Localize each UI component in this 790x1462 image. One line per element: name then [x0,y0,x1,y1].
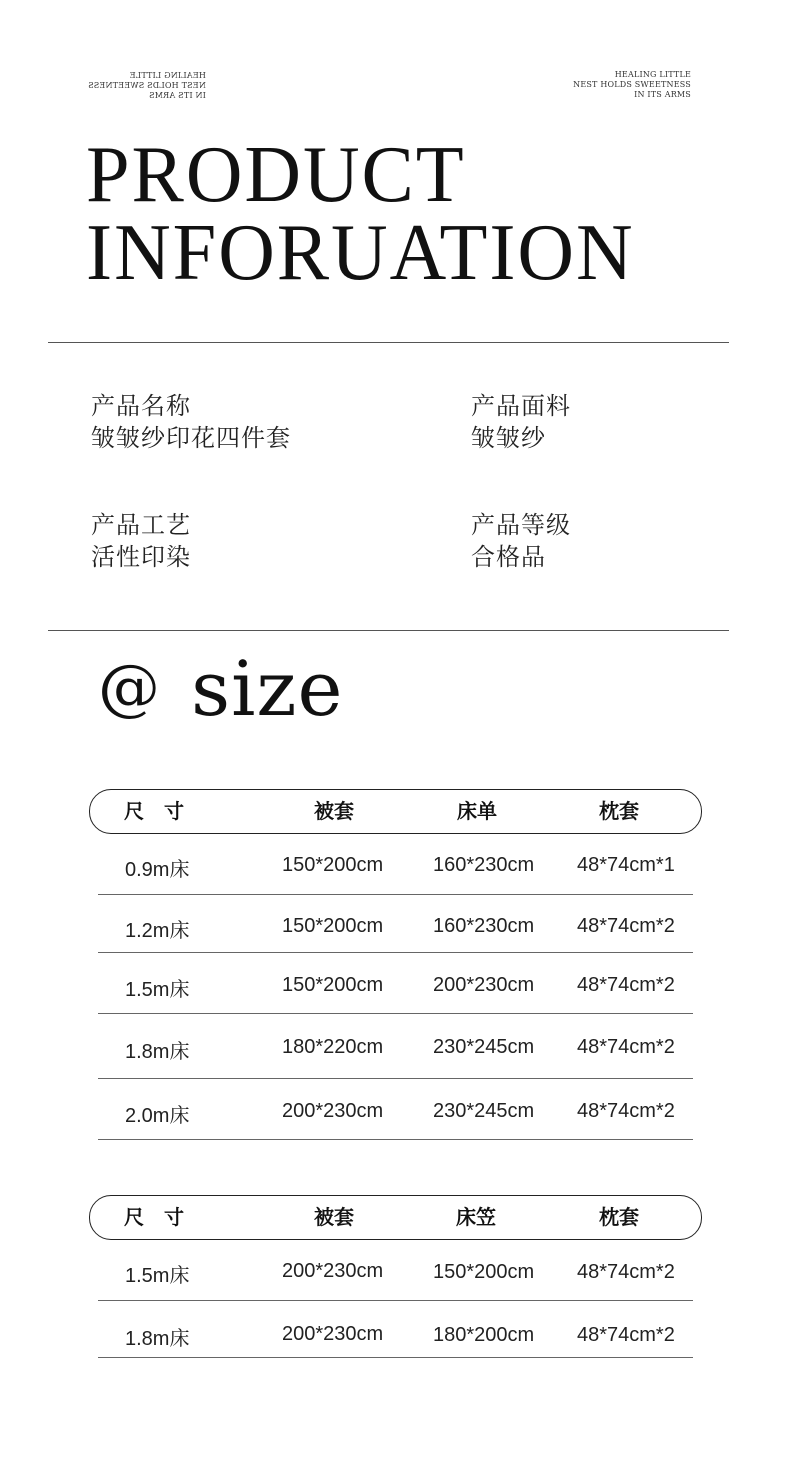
info-process [91,509,191,573]
header-sheet: 床单 [457,799,497,823]
cell-duvet: 150*200cm [282,915,384,937]
info-name [91,390,291,454]
hero-line-2: INFORUATION [86,209,635,297]
table-row [98,834,693,895]
cell-size: 1.2m床 [125,920,190,942]
cell-sheet: 230*245cm [433,1100,535,1122]
info-process-value: 活性印染 [91,543,191,571]
cell-size: 2.0m床 [125,1105,190,1127]
cell-sheet: 200*230cm [433,974,535,996]
cell-size: 1.8m床 [125,1328,190,1350]
header-size: 尺 寸 [124,1205,184,1229]
info-process-label: 产品工艺 [91,511,191,539]
cell-sheet: 160*230cm [433,854,535,876]
info-fabric-label: 产品面料 [471,392,571,420]
cell-pillowcase: 48*74cm*1 [577,854,675,876]
info-name-value: 皱皱纱印花四件套 [91,424,291,452]
cell-size: 0.9m床 [125,859,190,881]
cell-duvet: 150*200cm [282,854,384,876]
info-grade-value: 合格品 [471,543,546,571]
header-duvet: 被套 [314,799,354,823]
divider [48,630,729,631]
mirrored-tagline [88,71,206,101]
cell-duvet: 200*230cm [282,1100,384,1122]
mirrored-tagline-line: NEST HOLDS SWEETNESS [88,81,206,90]
cell-pillowcase: 48*74cm*2 [577,1100,675,1122]
table-row [98,1079,693,1140]
cell-duvet: 180*220cm [282,1036,384,1058]
cell-pillowcase: 48*74cm*2 [577,1261,675,1283]
cell-pillowcase: 48*74cm*2 [577,1324,675,1346]
table-row [98,1240,693,1301]
info-grade [471,509,571,573]
table-row [98,953,693,1014]
size-heading [98,644,344,733]
size-table-1 [89,789,702,1140]
info-grade-label: 产品等级 [471,511,571,539]
cell-fitted-sheet: 180*200cm [433,1324,535,1346]
table-row [98,1301,693,1358]
header-duvet: 被套 [314,1205,354,1229]
table-row [98,895,693,953]
divider [48,342,729,343]
info-fabric-value: 皱皱纱 [471,424,546,452]
cell-pillowcase: 48*74cm*2 [577,974,675,996]
header-pillowcase: 枕套 [599,799,639,823]
cell-pillowcase: 48*74cm*2 [577,915,675,937]
tagline-line: NEST HOLDS SWEETNESS [573,80,691,89]
cell-pillowcase: 48*74cm*2 [577,1036,675,1058]
hero-line-1: PRODUCT [86,131,466,219]
header-size: 尺 寸 [124,799,184,823]
cell-sheet: 230*245cm [433,1036,535,1058]
header-fitted-sheet: 床笠 [456,1205,496,1229]
tagline-line: IN ITS ARMS [634,90,691,99]
hero-title [86,131,635,297]
table-row [98,1014,693,1079]
cell-fitted-sheet: 150*200cm [433,1261,535,1283]
tagline [573,70,691,100]
size-word: size [191,644,344,733]
tagline-line: HEALING LITTLE [614,70,691,79]
cell-size: 1.8m床 [125,1041,190,1063]
size-table-2 [89,1195,702,1358]
info-name-label: 产品名称 [91,392,191,420]
header-pillowcase: 枕套 [599,1205,639,1229]
info-fabric [471,390,571,454]
cell-sheet: 160*230cm [433,915,535,937]
mirrored-tagline-line: HEALING LITTLE [129,71,206,80]
cell-size: 1.5m床 [125,979,190,1001]
cell-duvet: 200*230cm [282,1260,384,1282]
table-header [89,1195,702,1240]
at-symbol: @ [98,650,160,723]
cell-duvet: 200*230cm [282,1323,384,1345]
mirrored-tagline-line: IN ITS ARMS [148,91,206,100]
cell-duvet: 150*200cm [282,974,384,996]
cell-size: 1.5m床 [125,1265,190,1287]
table-header [89,789,702,834]
